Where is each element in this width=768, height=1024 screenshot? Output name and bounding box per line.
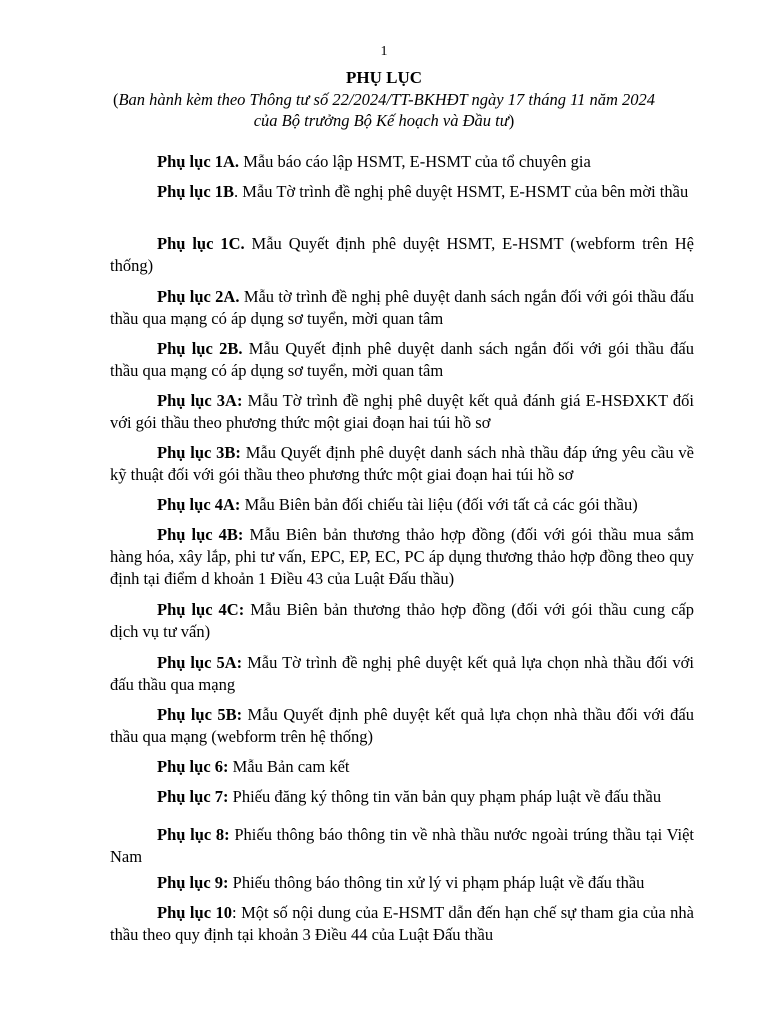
appendix-text: Mẫu Tờ trình đề nghị phê duyệt kết quả lựa chọn nhà thầu đối với đấu thầu qua mạng — [110, 653, 694, 694]
appendix-text: Mẫu Biên bản thương thảo hợp đồng (đối với gói thầu mua sắm hàng hóa, xây lắp, phi tư vấn, EPC, EP, EC, PC áp dụng thương thảo hợp đồng theo quy định tại điểm d khoản 1 Điều 43 của Luật Đấu thầu) — [110, 525, 694, 588]
appendix-item-10 — [110, 902, 694, 946]
subtitle-close-paren: ) — [508, 111, 515, 130]
appendix-text: Phiếu đăng ký thông tin văn bản quy phạm pháp luật về đấu thầu — [228, 787, 662, 806]
appendix-item-7 — [110, 786, 694, 808]
appendix-item-2a — [110, 286, 694, 330]
appendix-label: Phụ lục 4B: — [157, 525, 244, 544]
appendix-item-5b — [110, 704, 694, 748]
appendix-item-4a — [110, 494, 694, 516]
appendix-text: Mẫu Biên bản thương thảo hợp đồng (đối với gói thầu cung cấp dịch vụ tư vấn) — [110, 600, 694, 641]
appendix-item-1a — [110, 151, 694, 173]
appendix-item-1b — [110, 181, 694, 203]
appendix-text: Mẫu Bản cam kết — [228, 757, 350, 776]
appendix-item-1c — [110, 233, 694, 277]
appendix-item-9 — [110, 872, 694, 894]
appendix-item-3a — [110, 390, 694, 434]
appendix-label: Phụ lục 1B — [157, 182, 235, 201]
appendix-label: Phụ lục 1C. — [157, 234, 245, 253]
appendix-item-6 — [110, 756, 694, 778]
appendix-label: Phụ lục 4A: — [157, 495, 241, 514]
document-title: PHỤ LỤC — [345, 68, 423, 87]
subtitle-open-paren: ( — [112, 90, 119, 109]
appendix-item-3b — [110, 442, 694, 486]
appendix-text: Mẫu Quyết định phê duyệt danh sách ngắn đối với gói thầu đấu thầu qua mạng có áp dụng sơ tuyển, mời quan tâm — [110, 339, 694, 380]
appendix-label: Phụ lục 5A: — [157, 653, 243, 672]
appendix-label: Phụ lục 5B: — [157, 705, 243, 724]
appendix-text: Phiếu thông báo thông tin xử lý vi phạm pháp luật về đấu thầu — [228, 873, 645, 892]
appendix-label: Phụ lục 7: — [157, 787, 229, 806]
appendix-label: Phụ lục 10 — [157, 903, 233, 922]
appendix-label: Phụ lục 9: — [157, 873, 229, 892]
appendix-text: Mẫu tờ trình đề nghị phê duyệt danh sách ngắn đối với gói thầu đấu thầu qua mạng có áp dụng sơ tuyển, mời quan tâm — [110, 287, 695, 328]
appendix-item-5a — [110, 652, 694, 696]
appendix-text: Mẫu Tờ trình đề nghị phê duyệt kết quả đánh giá E-HSĐXKT đối với gói thầu theo phương thức một giai đoạn hai túi hồ sơ — [110, 391, 694, 432]
appendix-label: Phụ lục 8: — [157, 825, 230, 844]
appendix-text: Mẫu Quyết định phê duyệt danh sách nhà thầu đáp ứng yêu cầu về kỹ thuật đối với gói thầu theo phương thức một giai đoạn hai túi hồ sơ — [110, 443, 694, 484]
appendix-text: Mẫu Quyết định phê duyệt kết quả lựa chọn nhà thầu đối với đấu thầu qua mạng (webform trên hệ thống) — [110, 705, 694, 746]
appendix-label: Phụ lục 2B. — [157, 339, 243, 358]
appendix-text: . Mẫu Tờ trình đề nghị phê duyệt HSMT, E-HSMT của bên mời thầu — [234, 182, 689, 201]
appendix-item-8 — [110, 824, 694, 868]
appendix-label: Phụ lục 1A. — [157, 152, 240, 171]
appendix-text: Mẫu Quyết định phê duyệt HSMT, E-HSMT (webform trên Hệ thống) — [110, 234, 694, 275]
subtitle-text: Ban hành kèm theo Thông tư số 22/2024/TT-BKHĐT ngày 17 tháng 11 năm 2024 của Bộ trưởng Bộ Kế hoạch và Đầu tư — [118, 90, 656, 130]
appendix-label: Phụ lục 3A: — [157, 391, 243, 410]
page-number: 1 — [380, 44, 388, 59]
appendix-item-4b — [110, 524, 694, 590]
appendix-label: Phụ lục 6: — [157, 757, 229, 776]
appendix-text: Mẫu báo cáo lập HSMT, E-HSMT của tổ chuyên gia — [239, 152, 591, 171]
appendix-label: Phụ lục 4C: — [157, 600, 245, 619]
appendix-text: Mẫu Biên bản đối chiếu tài liệu (đối với tất cả các gói thầu) — [240, 495, 638, 514]
appendix-label: Phụ lục 3B: — [157, 443, 241, 462]
appendix-label: Phụ lục 2A. — [157, 287, 240, 306]
appendix-item-4c — [110, 599, 694, 643]
appendix-text: : Một số nội dung của E-HSMT dẫn đến hạn chế sự tham gia của nhà thầu theo quy định tại khoản 3 Điều 44 của Luật Đấu thầu — [110, 903, 694, 944]
appendix-item-2b — [110, 338, 694, 382]
appendix-text: Phiếu thông báo thông tin về nhà thầu nước ngoài trúng thầu tại Việt Nam — [110, 825, 695, 866]
